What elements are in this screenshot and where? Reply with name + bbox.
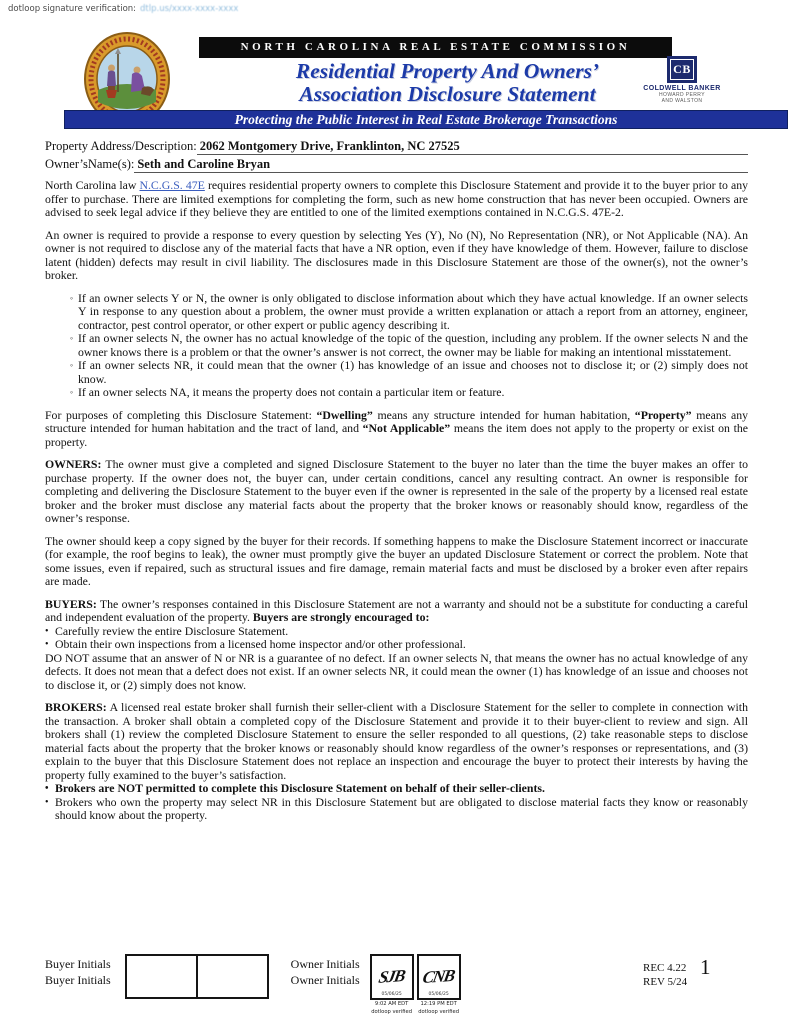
dotloop-verified-label: dotloop verified [418, 1008, 460, 1015]
commission-title-bar: NORTH CAROLINA REAL ESTATE COMMISSION [199, 37, 672, 58]
signature-date: 05/06/25 [428, 992, 449, 997]
list-item-text: Brokers who own the property may select NR in this Disclosure Statement but are obligated to disclose material facts they know or reasonably should know about the property. [55, 794, 748, 822]
property-address-label: Property Address/Description: [45, 139, 197, 153]
brokers-section [45, 701, 748, 823]
list-item-text: If an owner selects NA, it means the property does not contain a particular item or feature. [78, 385, 505, 399]
owner-initials-label: Owner Initials [290, 957, 360, 971]
buyer-initials-box-2[interactable] [196, 954, 269, 999]
list-item-text: If an owner selects N, the owner has no actual knowledge of the topic of the question, including any problem. If the owner selects N and the owner knows there is a problem or that the owner’s answer is not correct, the owner may be liable for making an intentional misstatement. [78, 331, 748, 359]
list-item-text: Brokers are NOT permitted to complete this Disclosure Statement on behalf of their seller-clients. [55, 781, 545, 795]
signature-time: 12:19 PM EDT [420, 1001, 457, 1007]
bullet-icon: • [45, 796, 49, 808]
intro-paragraph [45, 179, 748, 220]
text-segment: OWNERS: [45, 457, 102, 471]
brokers-list-item [45, 796, 748, 823]
document-title-line1: Residential Property And Owners’ [295, 59, 600, 83]
owner-initials-stamp-1[interactable] [370, 954, 414, 1015]
dotloop-verification-line [8, 4, 238, 14]
bullet-icon: • [45, 783, 49, 794]
text-segment: For purposes of completing this Disclosure Statement: [45, 407, 317, 422]
text-segment: means the item does not apply to the property or exist on the property. [45, 421, 748, 449]
coldwell-banker-monogram-text: CB [670, 59, 694, 80]
bullet-icon: • [45, 625, 49, 637]
owner-initials-label: Owner Initials [290, 973, 360, 987]
coldwell-banker-monogram-icon [667, 56, 697, 83]
owner-initials-stamps [370, 954, 461, 1015]
coldwell-banker-logo [626, 56, 738, 104]
dotloop-verification-link[interactable]: dtlp.us/xxxx-xxxx-xxxx [140, 4, 239, 14]
text-segment: Buyers are strongly encouraged to: [252, 610, 430, 624]
document-title-line2: Association Disclosure Statement [299, 82, 596, 106]
owner-copy-paragraph: The owner should keep a copy signed by the buyer for their records. If something happens to make the Disclosure Statement incorrect or inaccurate (for example, the roof begins to leak), the owner must promptly give the buyer an updated Disclosure Statement or correct the problem. Note that some issues, even if repaired, such as structural issues and fire damage, remain material facts and must be disclosed by a broker even after repairs are made. [45, 533, 748, 588]
property-address-field[interactable]: 2062 Montgomery Drive, Franklinton, NC 27525 [197, 138, 748, 155]
list-item-text: If an owner selects NR, it could mean that the owner (1) has knowledge of an issue and chooses not to disclose it; or (2) simply does not know. [78, 358, 748, 386]
dotloop-verification-label: dotloop signature verification: [8, 4, 137, 14]
rev-number: REV 5/24 [643, 975, 688, 988]
buyers-section [45, 598, 748, 693]
list-item [45, 332, 748, 359]
owner-initials-labels [291, 952, 360, 988]
do-not-assume-paragraph: DO NOT assume that an answer of N or NR is a guarantee of no defect. If an owner selects N, that means the owner has no actual knowledge of any defects. It does not mean that a defect does not exist. If an owner selects NR, it could mean the owner (1) has knowledge of an issue and chooses not to disclose it, or (2) simply does not know. [45, 650, 748, 692]
buyer-initials-label: Buyer Initials [45, 957, 111, 971]
text-segment: BROKERS: [45, 700, 107, 714]
page-number: 1 [700, 955, 711, 979]
bullet-icon: ◦ [69, 333, 74, 343]
signature-initials: CNB [421, 965, 456, 988]
owners-paragraph [45, 458, 748, 526]
coldwell-banker-sub1: HOWARD PERRY [659, 92, 705, 98]
buyer-initials-box-1[interactable] [125, 954, 198, 999]
text-segment: “Property” [634, 407, 692, 422]
tagline-bar: Protecting the Public Interest in Real Estate Brokerage Transactions [64, 110, 788, 129]
bullet-icon: • [45, 639, 49, 650]
list-item [45, 292, 748, 333]
text-segment: means any structure intended for human habitation and the tract of land, and [45, 407, 748, 435]
signature-stamp-box [370, 954, 414, 1000]
text-segment: The owner’s responses contained in this Disclosure Statement are not a warranty and should not be a substitute for conducting a careful and independent evaluation of the property. [45, 596, 748, 624]
statute-link[interactable]: N.C.G.S. 47E [139, 178, 205, 192]
list-item [45, 359, 748, 386]
bullet-icon: ◦ [69, 360, 74, 370]
response-options-paragraph: An owner is required to provide a response to every question by selecting Yes (Y), No (N), No Representation (NR), or Not Applicable (NA). An owner is not required to disclose any of the material facts that have a NR option, even if they have knowledge of them. However, failure to disclose latent (hidden) defects may result in civil liability. The disclosures made in this Disclosure Statement are those of the owner(s), not the owner’s broker. [45, 227, 748, 282]
brokers-paragraph [45, 701, 748, 782]
buyer-initials-label: Buyer Initials [45, 973, 111, 987]
definitions-paragraph [45, 409, 748, 450]
owner-name-label: Owner’sName(s): [45, 157, 135, 171]
coldwell-banker-sub2: AND WALSTON [661, 98, 703, 104]
bullet-icon: ◦ [69, 292, 74, 303]
bullet-icon: ◦ [69, 387, 74, 397]
document-body [45, 179, 748, 832]
buyers-list-item [45, 638, 748, 652]
form-fields [45, 138, 748, 174]
text-segment: means any structure intended for human habitation, [372, 407, 635, 422]
form-revision-block [643, 962, 687, 989]
property-address-row [45, 138, 748, 155]
signature-initials: SJB [377, 966, 407, 987]
owner-initials-stamp-2[interactable] [417, 954, 461, 1015]
brokers-list-item-bold [45, 782, 748, 796]
rec-number: REC 4.22 [643, 962, 687, 974]
text-segment: BUYERS: [45, 596, 97, 611]
dotloop-verified-label: dotloop verified [371, 1008, 413, 1015]
buyers-paragraph [45, 598, 748, 625]
text-segment: requires residential property owners to complete this Disclosure Statement and provide it to the buyer prior to any offer to purchase. There are limited exemptions for completing the form, such as new home construction that has never been occupied. Owners are advised to seek legal advice if they believe they are entitled to one of the limited exemptions contained in N.C.G.S. 47E-2. [45, 178, 749, 219]
list-item-text: If an owner selects Y or N, the owner is only obligated to disclose information about which they have actual knowledge. If an owner selects Y in response to any question about a problem, the owner must provide a written explanation or attach a report from an attorney, engineer, contractor, pest control operator, or other expert or public agency describing it. [78, 290, 748, 332]
text-segment: The owner must give a completed and signed Disclosure Statement to the buyer no later than the time the buyer makes an offer to purchase property. If the owner does not, the buyer can, under certain conditions, cancel any resulting contract. An owner is responsible for completing and delivering the Disclosure Statement to the buyer even if the owner is represented in the sale of the property by a licensed real estate broker and the broker must disclose any material facts about the property that the broker knows or reasonably should know, regardless of the owner’s response. [45, 457, 748, 525]
buyer-initials-boxes [125, 954, 269, 999]
text-segment: North Carolina law [45, 178, 140, 192]
text-segment: “Not Applicable” [362, 421, 451, 435]
buyers-list-item [45, 625, 748, 639]
signature-stamp-box [417, 954, 461, 1000]
list-item-text: Carefully review the entire Disclosure Statement. [55, 623, 289, 638]
buyer-initials-labels [45, 952, 111, 988]
coldwell-banker-name: COLDWELL BANKER [643, 85, 721, 92]
signature-time: 9:02 AM EDT [374, 1001, 409, 1007]
response-options-list [45, 292, 748, 400]
owner-name-row [45, 156, 748, 173]
signature-date: 05/06/25 [381, 992, 402, 997]
list-item-text: Obtain their own inspections from a licensed home inspector and/or other professional. [55, 637, 466, 651]
document-title [225, 60, 670, 106]
owner-name-field[interactable]: Seth and Caroline Bryan [134, 156, 748, 173]
text-segment: “Dwelling” [316, 407, 373, 422]
list-item [45, 386, 748, 400]
text-segment: A licensed real estate broker shall furnish their seller-client with a Disclosure Statement for the seller to complete in connection with the transaction. A broker shall obtain a completed copy of the Disclosure Statement and provide it to their buyer-client to review and sign. All brokers shall (1) review the completed Disclosure Statement to ensure the seller responded to all questions, (2) take reasonable steps to disclose material facts about the property that the broker knows or reasonably should know regardless of the owner’s responses or representations, and (3) explain to the buyer that this Disclosure Statement does not replace an inspection and encourage the buyer to protect their interests by having the property fully examined to the buyer’s satisfaction. [45, 700, 748, 782]
